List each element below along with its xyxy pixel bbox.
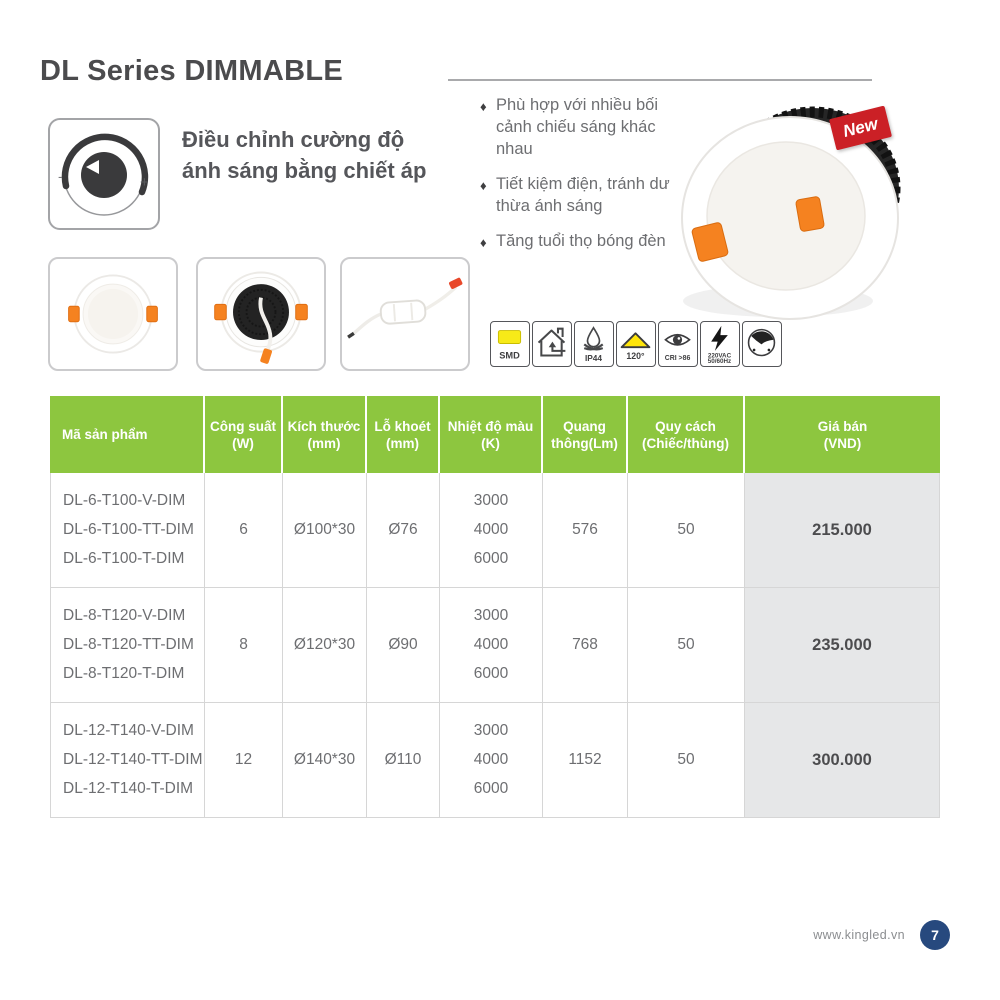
- feature-caption: [182, 124, 426, 186]
- diamond-bullet-icon: ♦: [480, 178, 487, 193]
- column-header: Lỗ khoét (mm): [367, 396, 440, 473]
- highlight-text: Tiết kiệm điện, tránh dư thừa ánh sáng: [496, 175, 670, 215]
- highlight-text: Phù hợp với nhiều bối cảnh chiếu sáng khác nhau: [496, 96, 658, 158]
- table-row-codes: DL-8-T120-V-DIM DL-8-T120-TT-DIM DL-8-T120-T-DIM: [50, 588, 205, 703]
- table-cell-size: Ø120*30: [283, 588, 367, 703]
- table-cell-size: Ø140*30: [283, 703, 367, 818]
- column-header: Kích thước (mm): [283, 396, 367, 473]
- smd-icon: [490, 321, 530, 367]
- spec-table: [50, 396, 940, 818]
- page-number-badge: 7: [920, 920, 950, 950]
- table-cell-flux: 768: [543, 588, 628, 703]
- driver-cable-icon: [342, 259, 468, 369]
- table-cell-price: 215.000: [745, 473, 940, 588]
- column-header: Mã sản phẩm: [50, 396, 205, 473]
- ip44-icon: [574, 321, 614, 367]
- table-row-codes: DL-12-T140-V-DIM DL-12-T140-TT-DIM DL-12-T140-T-DIM: [50, 703, 205, 818]
- thumbnail-back-view: [196, 257, 326, 371]
- column-header: Nhiệt độ màu (K): [440, 396, 543, 473]
- column-header: Giá bán (VND): [745, 396, 940, 473]
- table-cell-packing: 50: [628, 703, 745, 818]
- column-header: Quang thông(Lm): [543, 396, 628, 473]
- thumbnail-front-view: [48, 257, 178, 371]
- knob-minus-label: -: [58, 168, 63, 184]
- ip44-label: IP44: [584, 353, 603, 364]
- website-url: www.kingled.vn: [813, 928, 905, 942]
- column-header: Công suất (W): [205, 396, 283, 473]
- table-cell-power: 12: [205, 703, 283, 818]
- indoor-use-icon: [532, 321, 572, 367]
- table-cell-flux: 576: [543, 473, 628, 588]
- table-cell-cutout: Ø110: [367, 703, 440, 818]
- voltage-label-2: 50/60Hz: [707, 357, 732, 365]
- table-cell-power: 8: [205, 588, 283, 703]
- table-cell-price: 235.000: [745, 588, 940, 703]
- knob-graphic: [50, 120, 158, 228]
- table-cell-size: Ø100*30: [283, 473, 367, 588]
- table-cell-cct: 3000 4000 6000: [440, 588, 543, 703]
- dimmable-icon: [742, 321, 782, 367]
- dimmer-knob-icon: [48, 118, 160, 230]
- highlight-text: Tăng tuổi thọ bóng đèn: [496, 232, 666, 250]
- title-divider: [448, 79, 872, 81]
- thumbnail-driver: [340, 257, 470, 371]
- column-header: Quy cách (Chiếc/thùng): [628, 396, 745, 473]
- smd-label: SMD: [499, 350, 520, 361]
- table-cell-cutout: Ø76: [367, 473, 440, 588]
- voltage-label-1: 220VAC: [707, 352, 732, 360]
- table-cell-cutout: Ø90: [367, 588, 440, 703]
- table-cell-power: 6: [205, 473, 283, 588]
- table-row-codes: DL-6-T100-V-DIM DL-6-T100-TT-DIM DL-6-T100-T-DIM: [50, 473, 205, 588]
- table-cell-cct: 3000 4000 6000: [440, 703, 543, 818]
- diamond-bullet-icon: ♦: [480, 235, 487, 250]
- feature-caption-line2: ánh sáng bằng chiết áp: [182, 158, 427, 183]
- table-cell-cct: 3000 4000 6000: [440, 473, 543, 588]
- cri-label: CRI >86: [664, 355, 691, 363]
- diamond-bullet-icon: ♦: [480, 99, 487, 114]
- table-cell-packing: 50: [628, 588, 745, 703]
- feature-caption-line1: Điều chỉnh cường độ: [182, 127, 405, 152]
- downlight-back-icon: [198, 259, 324, 369]
- table-cell-flux: 1152: [543, 703, 628, 818]
- table-cell-packing: 50: [628, 473, 745, 588]
- knob-plus-label: +: [140, 174, 149, 191]
- new-badge: New: [829, 106, 892, 151]
- beam-angle-icon: [616, 321, 656, 367]
- table-cell-price: 300.000: [745, 703, 940, 818]
- spec-icon-row: [490, 321, 782, 367]
- page-title: DL Series DIMMABLE: [40, 55, 343, 87]
- cri-icon: [658, 321, 698, 367]
- downlight-front-icon: [50, 259, 176, 369]
- voltage-icon: [700, 321, 740, 367]
- beam-angle-label: 120°: [626, 351, 645, 362]
